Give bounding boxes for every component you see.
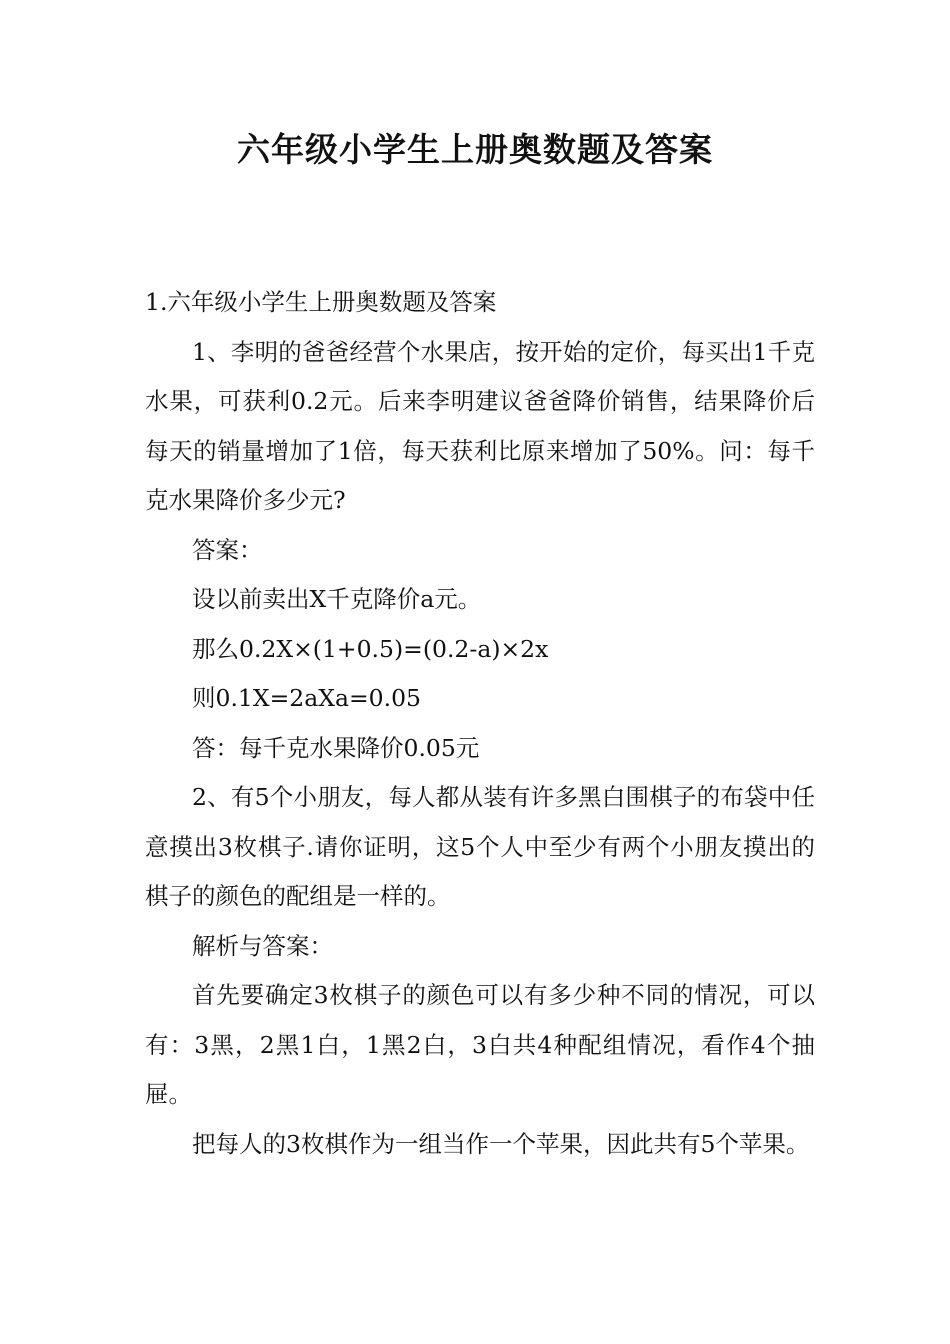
paragraph-problem-2: 2、有5个小朋友，每人都从装有许多黑白围棋子的布袋中任意摸出3枚棋子.请你证明，这5个人中至少有两个小朋友摸出的棋子的颜色的配组是一样的。 [145,783,815,910]
paragraph-solution: 则0.1X=2aXa=0.05 [192,684,422,712]
section-heading: 1.六年级小学生上册奥数题及答案 [145,288,497,316]
paragraph-problem-1: 1、李明的爸爸经营个水果店，按开始的定价，每买出1千克水果，可获利0.2元。后来李明建议爸爸降价销售，结果降价后每天的销量增加了1倍，每天获利比原来增加了50%。问：每千克水果降价多少元? [145,337,815,514]
paragraph-analysis-label: 解析与答案： [192,931,333,960]
paragraph-setup: 设以前卖出X千克降价a元。 [192,585,482,613]
paragraph-equation: 那么0.2X×(1+0.5)=(0.2-a)×2x [192,634,549,663]
paragraph-analysis-2: 把每人的3枚棋作为一组当作一个苹果，因此共有5个苹果。 [192,1129,810,1158]
paragraph-final-answer: 答：每千克水果降价0.05元 [192,733,480,762]
document-body [145,278,815,1169]
paragraph-analysis-1: 首先要确定3枚棋子的颜色可以有多少种不同的情况，可以有：3黑，2黑1白，1黑2白，3白共4种配组情况，看作4个抽屉。 [145,981,815,1108]
document-title: 六年级小学生上册奥数题及答案 [237,130,713,169]
paragraph-answer-label: 答案： [192,535,263,564]
